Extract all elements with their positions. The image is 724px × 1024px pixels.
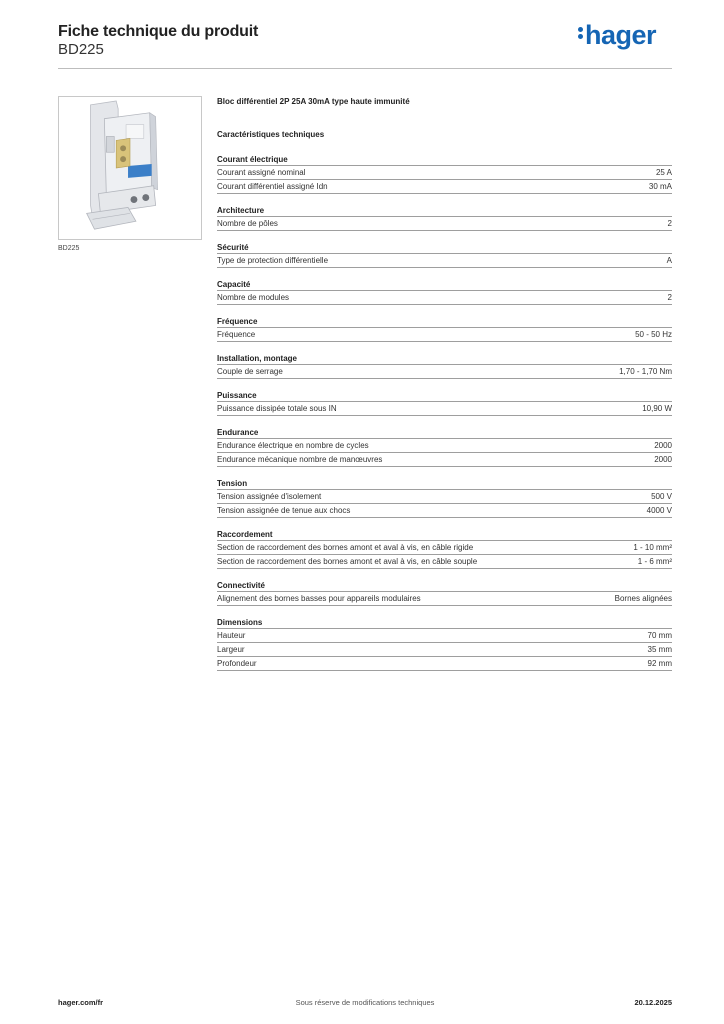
section-title: Architecture xyxy=(217,204,672,217)
spec-row xyxy=(217,453,672,467)
spec-section xyxy=(217,315,672,342)
spec-value: 2 xyxy=(667,219,672,228)
spec-section xyxy=(217,204,672,231)
spec-row xyxy=(217,657,672,671)
section-title: Installation, montage xyxy=(217,352,672,365)
product-description: Bloc différentiel 2P 25A 30mA type haute immunité xyxy=(217,97,410,106)
spec-section xyxy=(217,352,672,379)
section-title: Puissance xyxy=(217,389,672,402)
spec-label: Endurance mécanique nombre de manœuvres xyxy=(217,455,383,464)
spec-value: 35 mm xyxy=(647,645,672,654)
hager-logo xyxy=(578,20,656,51)
spec-label: Section de raccordement des bornes amont et aval à vis, en câble rigide xyxy=(217,543,474,552)
logo-text: hager xyxy=(584,20,656,50)
spec-section xyxy=(217,528,672,569)
spec-label: Tension assignée de tenue aux chocs xyxy=(217,506,351,515)
spec-value: 2 xyxy=(667,293,672,302)
spec-row xyxy=(217,166,672,180)
spec-row xyxy=(217,555,672,569)
spec-section xyxy=(217,389,672,416)
spec-section xyxy=(217,153,672,194)
spec-value: 1 - 6 mm² xyxy=(637,557,672,566)
spec-row xyxy=(217,504,672,518)
spec-row xyxy=(217,365,672,379)
spec-value: 25 A xyxy=(655,168,672,177)
spec-sheet xyxy=(217,97,672,671)
section-title: Connectivité xyxy=(217,579,672,592)
spec-section xyxy=(217,579,672,606)
spec-label: Section de raccordement des bornes amont et aval à vis, en câble souple xyxy=(217,557,478,566)
spec-label: Courant assigné nominal xyxy=(217,168,306,177)
spec-label: Nombre de pôles xyxy=(217,219,278,228)
spec-label: Largeur xyxy=(217,645,245,654)
spec-row xyxy=(217,328,672,342)
section-title: Tension xyxy=(217,477,672,490)
spec-label: Endurance électrique en nombre de cycles xyxy=(217,441,369,450)
spec-row xyxy=(217,217,672,231)
spec-value: Bornes alignées xyxy=(614,594,672,603)
spec-value: 1,70 - 1,70 Nm xyxy=(619,367,672,376)
spec-row xyxy=(217,402,672,416)
spec-label: Profondeur xyxy=(217,659,257,668)
spec-row xyxy=(217,541,672,555)
spec-value: 500 V xyxy=(651,492,672,501)
footer-date: 20.12.2025 xyxy=(634,998,672,1007)
residual-current-block-illustration xyxy=(59,97,201,239)
spec-value: 2000 xyxy=(654,441,672,450)
footer-disclaimer: Sous réserve de modifications techniques xyxy=(295,998,435,1007)
product-image xyxy=(58,96,202,240)
spec-value: 30 mA xyxy=(648,182,672,191)
spec-label: Couple de serrage xyxy=(217,367,283,376)
spec-sections xyxy=(217,153,672,671)
header-divider xyxy=(58,68,672,69)
spec-section xyxy=(217,616,672,671)
spec-value: 10,90 W xyxy=(642,404,672,413)
footer-site-link[interactable]: hager.com/fr xyxy=(58,998,104,1007)
page-header xyxy=(58,20,672,70)
section-title: Courant électrique xyxy=(217,153,672,166)
spec-label: Tension assignée d'isolement xyxy=(217,492,322,501)
spec-row xyxy=(217,180,672,194)
spec-section xyxy=(217,477,672,518)
spec-row xyxy=(217,490,672,504)
page-footer xyxy=(58,998,672,1010)
spec-row xyxy=(217,629,672,643)
spec-row xyxy=(217,439,672,453)
spec-label: Fréquence xyxy=(217,330,256,339)
spec-value: 50 - 50 Hz xyxy=(635,330,672,339)
image-caption: BD225 xyxy=(58,245,80,252)
spec-label: Type de protection différentielle xyxy=(217,256,329,265)
specs-heading: Caractéristiques techniques xyxy=(217,130,325,139)
section-title: Dimensions xyxy=(217,616,672,629)
spec-value: A xyxy=(666,256,672,265)
section-title: Capacité xyxy=(217,278,672,291)
spec-section xyxy=(217,241,672,268)
product-reference: BD225 xyxy=(58,41,104,58)
spec-label: Alignement des bornes basses pour appareils modulaires xyxy=(217,594,421,603)
spec-value: 2000 xyxy=(654,455,672,464)
spec-label: Puissance dissipée totale sous IN xyxy=(217,404,337,413)
spec-label: Hauteur xyxy=(217,631,246,640)
section-title: Raccordement xyxy=(217,528,672,541)
spec-section xyxy=(217,426,672,467)
spec-label: Courant différentiel assigné Idn xyxy=(217,182,328,191)
spec-value: 70 mm xyxy=(647,631,672,640)
logo-dots-icon xyxy=(578,25,584,41)
spec-value: 1 - 10 mm² xyxy=(633,543,672,552)
spec-row xyxy=(217,254,672,268)
section-title: Endurance xyxy=(217,426,672,439)
spec-section xyxy=(217,278,672,305)
section-title: Fréquence xyxy=(217,315,672,328)
document-title: Fiche technique du produit xyxy=(58,23,259,40)
spec-row xyxy=(217,592,672,606)
spec-row xyxy=(217,291,672,305)
spec-label: Nombre de modules xyxy=(217,293,290,302)
spec-value: 92 mm xyxy=(647,659,672,668)
section-title: Sécurité xyxy=(217,241,672,254)
spec-value: 4000 V xyxy=(646,506,672,515)
spec-row xyxy=(217,643,672,657)
